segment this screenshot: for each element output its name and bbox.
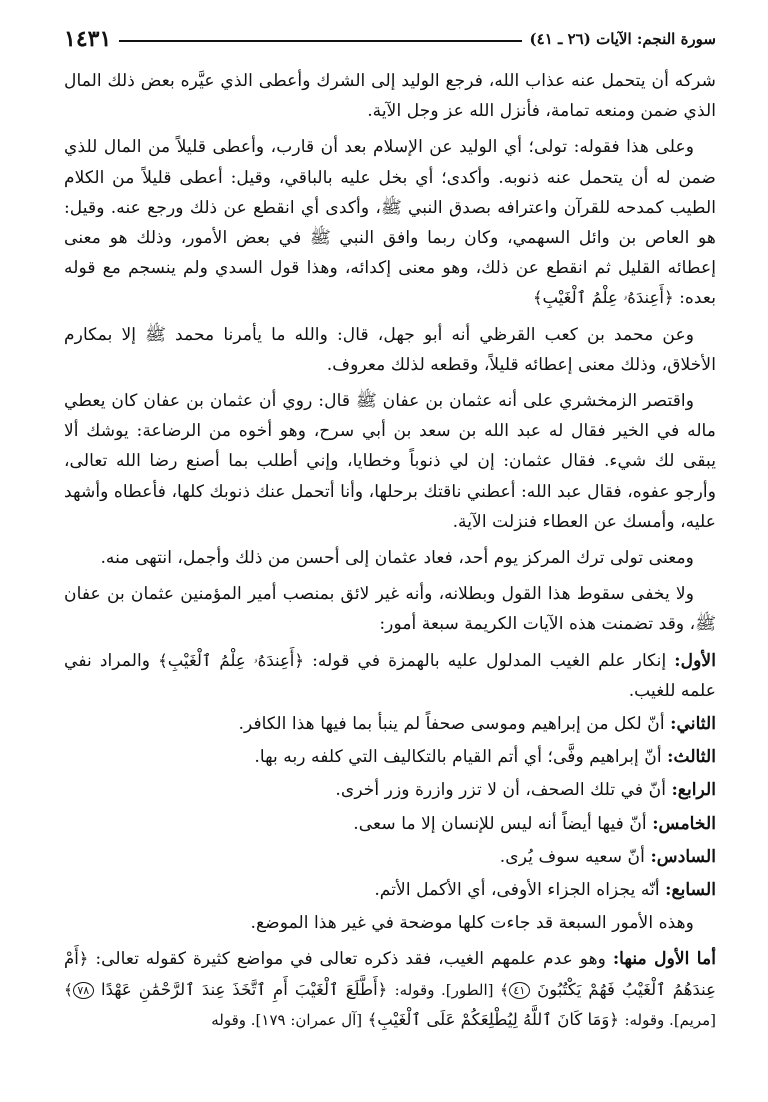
point-text: أنّ فيها أيضاً أنه ليس للإنسان إلا ما سعى. (353, 813, 647, 834)
point-6 (64, 842, 716, 872)
verse-reference: ﴾ [مريم]. وقوله: (64, 980, 716, 1029)
quran-verse: ﴿أَعِندَهُۥ عِلْمُ ٱلْغَيْبِ﴾ (532, 288, 674, 308)
paragraph (64, 132, 716, 313)
point-text: أنّ سعيه سوف يُرى. (499, 846, 645, 867)
paragraph-text: وعلى هذا فقوله: تولى؛ أي الوليد عن الإسلام بعد أن قارب، وأعطى قليلاً من المال للذي ضمن له أن يتحمل عنه ذنوبه. وأكدى؛ أي بخل عليه بالباقي، وقيل: أعطى قليلاً من الكلام الطيب كمدحه للقرآن واعترافه بصدق النبي ﷺ، وأكدى أي انقطع عن ذلك ورجع عنه. وقيل: هو العاص بن وائل السهمي، وكان ربما وافق النبي ﷺ في بعض الأمور، وذلك هو معنى إعطائه القليل ثم انقطع عن ذلك، وهو معنى إكدائه، وهذا قول السدي ولم ينسجم مع قوله بعده: (64, 137, 716, 309)
point-1 (64, 646, 716, 706)
paragraph: وعن محمد بن كعب القرظي أنه أبو جهل، قال: والله ما يأمرنا محمد ﷺ إلا بمكارم الأخلاق، وذلك معنى إعطائه قليلاً، وقطعه لذلك معروف. (64, 324, 716, 375)
verse-number: ٤١ (509, 982, 530, 999)
paragraph: وهذه الأمور السبعة قد جاءت كلها موضحة في غير هذا الموضع. (250, 913, 694, 934)
header-rule (119, 40, 521, 42)
point-3 (64, 742, 716, 772)
point-label: السابع: (665, 880, 716, 901)
point-tail: والمراد نفي علمه للغيب. (64, 650, 716, 701)
point-label: السادس: (650, 846, 716, 867)
point-text: أنّه يجزاه الجزاء الأوفى، أي الأكمل الأتم. (374, 880, 660, 901)
point-label: الثالث: (667, 747, 716, 768)
quran-verse: ﴿أَعِندَهُۥ عِلْمُ ٱلْغَيْبِ﴾ (158, 650, 305, 670)
point-text: أنّ إبراهيم وفَّى؛ أي أتم القيام بالتكاليف التي كلفه ربه بها. (254, 747, 662, 768)
verse-number: ٧٨ (73, 982, 94, 999)
paragraph-text: وهو عدم علمهم الغيب، فقد ذكره تعالى في مواضع كثيرة كقوله تعالى: (95, 949, 606, 970)
point-label: الأول: (674, 650, 717, 671)
point-text: إنكار علم الغيب المدلول عليه بالهمزة في قوله: (312, 650, 667, 671)
page-header (64, 22, 716, 56)
paragraph: واقتصر الزمخشري على أنه عثمان بن عفان ﷺ قال: روي أن عثمان بن عفان كان يعطي ماله في الخير فقال له عبد الله بن سعد بن أبي سرح، وهو أخوه من الرضاعة: يوشك ألا يبقى لك شيء. فقال عثمان: إن لي ذنوباً وخطايا، وإني أطلب بما أصنع رضا الله تعالى، وأرجو عفوه، فقال عبد الله: أعطني ناقتك برحلها، وأنا أتحمل عنك ذنوبك كلها، فأعطاه وأشهد عليه، وأمسك عن العطاء فنزلت الآية. (64, 391, 717, 532)
point-5 (64, 809, 716, 839)
point-label: الخامس: (652, 813, 716, 834)
point-text: أنّ في تلك الصحف، أن لا تزر وازرة وزر أخرى. (335, 780, 666, 801)
point-4 (64, 775, 716, 805)
point-2 (64, 709, 716, 739)
quran-verse: ﴿أَمْ عِندَهُمُ ٱلْغَيْبُ فَهُمْ يَكْتُبُونَ (64, 949, 716, 999)
paragraph: شركه أن يتحمل عنه عذاب الله، فرجع الوليد إلى الشرك وأعطى الذي عيَّره بعض ذلك المال الذي ضمن ومنعه تمامة، فأنزل الله عز وجل الآية. (64, 71, 716, 122)
paragraph: ولا يخفى سقوط هذا القول وبطلانه، وأنه غير لائق بمنصب أمير المؤمنين عثمان بن عفان ﷺ، وقد تضمنت هذه الآيات الكريمة سبعة أمور: (64, 584, 716, 635)
point-label: الرابع: (671, 780, 716, 801)
final-paragraph (64, 944, 716, 1035)
quran-verse: ﴿وَمَا كَانَ ٱللَّهُ لِيُطْلِعَكُمْ عَلَى ٱلْغَيْبِ﴾ (367, 1009, 619, 1029)
page-body (64, 66, 716, 1035)
quran-verse: ﴿أَطَّلَعَ ٱلْغَيْبَ أَمِ ٱتَّخَذَ عِندَ ٱلرَّحْمَٰنِ عَهْدًا (101, 979, 388, 999)
surah-title: سورة النجم: الآيات (٢٦ ـ ٤١) (529, 30, 716, 48)
page-number: ١٤٣١ (64, 26, 112, 52)
section-label: أما الأول منها: (612, 949, 717, 970)
verse-reference: [آل عمران: ١٧٩]. وقوله (211, 1010, 363, 1029)
paragraph: ومعنى تولى ترك المركز يوم أحد، فعاد عثمان إلى أحسن من ذلك وأجمل، انتهى منه. (100, 548, 694, 569)
point-7 (64, 875, 716, 905)
point-label: الثاني: (670, 714, 716, 735)
point-text: أنّ لكل من إبراهيم وموسى صحفاً لم ينبأ بما فيها هذا الكافر. (238, 714, 665, 735)
verse-reference: ﴾ [الطور]. وقوله: (394, 980, 509, 999)
